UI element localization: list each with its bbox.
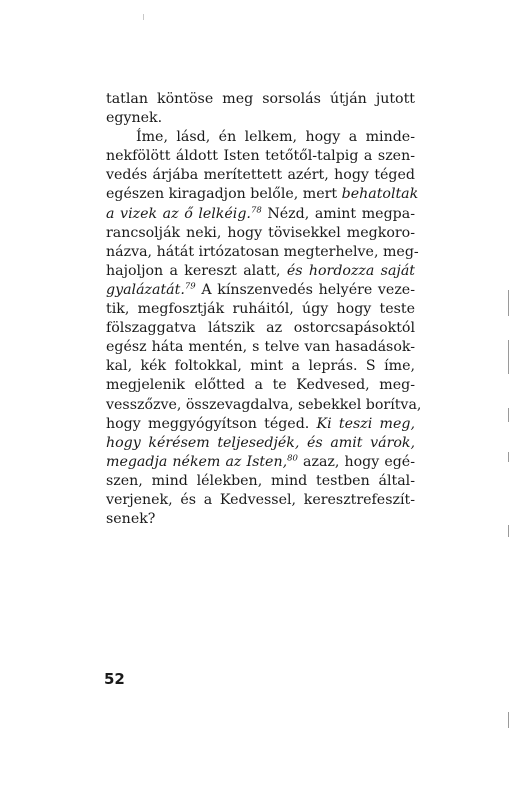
text-segment: hogy meggyógyítson téged. xyxy=(106,415,317,432)
text-line xyxy=(106,262,415,281)
margin-mark xyxy=(508,525,509,537)
text-line xyxy=(106,185,419,204)
text-line xyxy=(106,128,415,147)
body-text xyxy=(106,90,422,529)
footnote-reference: 80 xyxy=(287,453,298,464)
margin-mark xyxy=(508,290,509,316)
text-segment: egészen kiragadjon belőle, mert xyxy=(106,186,342,203)
text-segment: egész háta mentén, s telve van hasadások- xyxy=(106,339,415,356)
text-line xyxy=(106,166,415,185)
text-segment: megjelenik előtted a te Kedvesed, meg- xyxy=(106,377,415,394)
text-segment: tatlan köntöse meg sorsolás útján jutott xyxy=(106,91,415,107)
text-line xyxy=(106,472,415,491)
text-segment: A kínszenvedés helyére veze- xyxy=(195,281,415,298)
text-segment: vesszőzve, összevagdalva, sebekkel borítva, xyxy=(106,396,422,413)
text-line xyxy=(106,396,422,415)
text-segment: rancsolják neki, hogy tövisekkel megkoro- xyxy=(106,224,415,241)
italic-text: megadja nékem az Isten, xyxy=(106,453,288,470)
text-segment: kal, kék foltokkal, mint a leprás. S íme, xyxy=(106,358,415,375)
footnote-reference: 78 xyxy=(250,204,262,215)
text-line xyxy=(106,243,419,262)
text-segment: egynek. xyxy=(106,110,163,127)
margin-mark xyxy=(508,712,509,728)
italic-text: hogy kérésem teljesedjék, és amit várok, xyxy=(106,434,415,451)
margin-mark xyxy=(508,452,509,462)
text-line xyxy=(106,319,415,338)
text-segment: tik, megfosztják ruháitól, úgy hogy teste xyxy=(106,301,415,318)
page-number: 52 xyxy=(104,670,125,688)
text-segment: szen, mind lélekben, mind testben által- xyxy=(106,472,415,489)
italic-text: behatoltak xyxy=(341,186,419,203)
italic-text: Ki teszi meg, xyxy=(316,415,415,432)
text-segment: hajoljon a kereszt alatt, xyxy=(106,262,287,279)
text-line xyxy=(106,434,415,453)
text-line xyxy=(106,510,415,529)
text-line xyxy=(106,453,415,472)
text-segment: názva, hátát irtózatosan megterhelve, meg- xyxy=(106,243,419,260)
italic-text: és hordozza saját xyxy=(286,262,415,279)
text-line xyxy=(106,357,415,376)
margin-mark xyxy=(508,408,509,422)
text-segment: senek? xyxy=(106,511,156,528)
margin-mark xyxy=(508,340,509,374)
text-line xyxy=(106,376,415,395)
text-line xyxy=(106,109,415,128)
margin-mark xyxy=(143,14,144,20)
text-segment: verjenek, és a Kedvessel, keresztrefeszít- xyxy=(106,491,415,508)
text-line xyxy=(106,300,415,319)
text-line xyxy=(106,147,415,166)
text-line xyxy=(106,205,415,224)
text-segment: vedés árjába merítettett azért, hogy téged xyxy=(106,167,415,184)
text-line xyxy=(106,90,415,109)
text-segment: azaz, hogy egé- xyxy=(297,453,415,470)
italic-text: a vizek az ő lelkéig. xyxy=(106,205,251,222)
text-line xyxy=(106,338,415,357)
text-line xyxy=(106,415,415,434)
text-segment: Nézd, amint megpa- xyxy=(261,205,415,222)
text-segment: fölszaggatva látszik az ostorcsapásoktól xyxy=(106,320,415,337)
footnote-reference: 79 xyxy=(184,281,196,292)
italic-text: gyalázatát. xyxy=(106,281,185,298)
text-segment: Íme, lásd, én lelkem, hogy a minde- xyxy=(136,129,415,146)
text-line xyxy=(106,491,415,510)
text-line xyxy=(106,224,415,243)
text-segment: nekfölött áldott Isten tetőtől-talpig a szen- xyxy=(106,148,415,165)
text-line xyxy=(106,281,415,300)
